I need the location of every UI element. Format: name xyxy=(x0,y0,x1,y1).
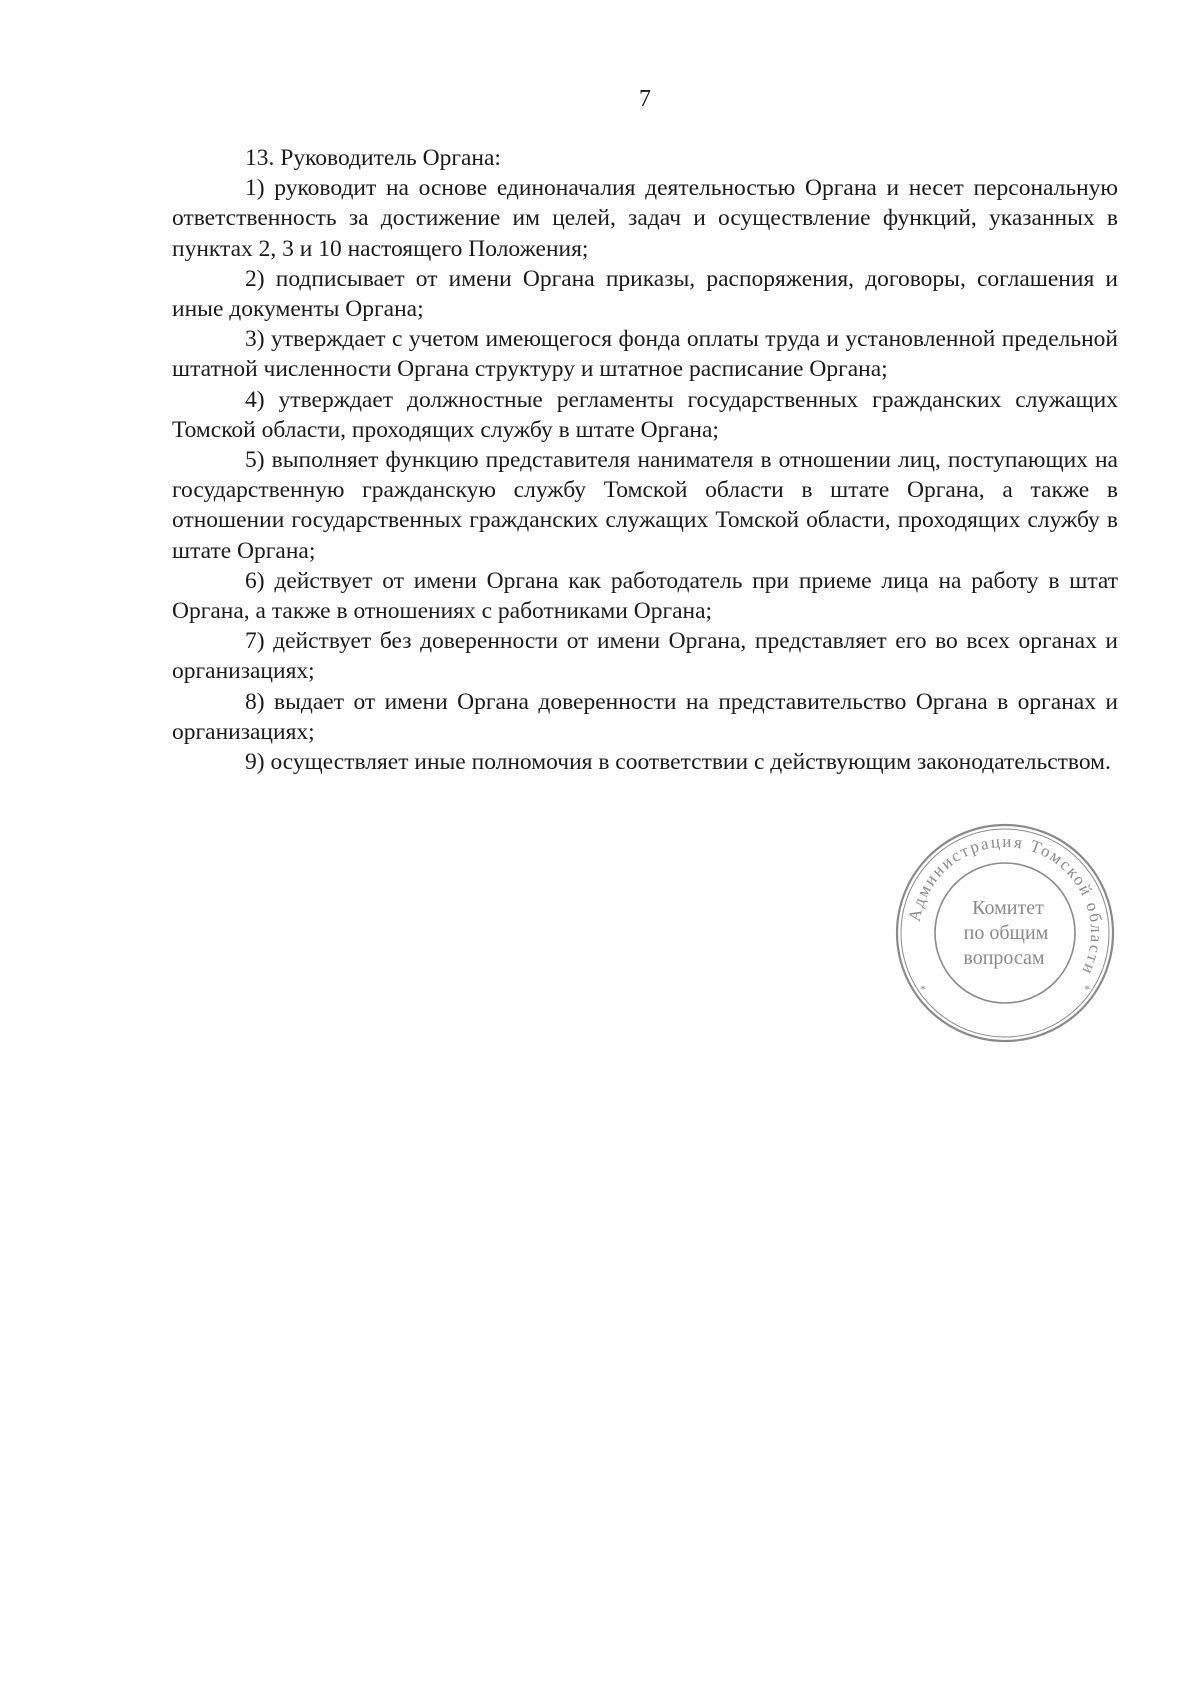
stamp-center-line-3: вопросам xyxy=(963,947,1045,969)
stamp-seal-icon xyxy=(890,818,1120,1048)
stamp-center-line-2: по общим xyxy=(963,922,1049,944)
list-item: 4) утверждает должностные регламенты государственных гражданских служащих Томской области, проходящих службу в штате Органа; xyxy=(172,386,1118,443)
list-item: 3) утверждает с учетом имеющегося фонда оплаты труда и установленной предельной штатной численности Органа структуру и штатное расписание Органа; xyxy=(172,326,1118,383)
official-stamp xyxy=(890,818,1120,1048)
stamp-center-line-1: Комитет xyxy=(972,897,1044,919)
stamp-star-icon: * xyxy=(1084,982,1090,996)
list-item: 9) осуществляет иные полномочия в соответствии с действующим законодательством. xyxy=(245,749,1111,776)
list-item: 5) выполняет функцию представителя нанимателя в отношении лиц, поступающих на государственную гражданскую службу Томской области в штате Органа, а также в отношении государственных гражданских служащих Томской области, проходящих службу в штате Органа; xyxy=(172,447,1118,564)
list-item: 1) руководит на основе единоначалия деятельностью Органа и несет персональную ответственность за достижение им целей, задач и осуществление функций, указанных в пунктах 2, 3 и 10 настоящего Положения; xyxy=(172,175,1118,262)
list-item: 7) действует без доверенности от имени Органа, представляет его во всех органах и организациях; xyxy=(172,628,1118,685)
document-body xyxy=(172,143,1118,777)
list-item: 8) выдает от имени Органа доверенности на представительство Органа в органах и организациях; xyxy=(172,688,1118,745)
list-item: 2) подписывает от имени Органа приказы, распоряжения, договоры, соглашения и иные документы Органа; xyxy=(172,265,1118,323)
stamp-ring-text: Администрация Томской области xyxy=(904,831,1107,979)
section-heading: 13. Руководитель Органа: xyxy=(245,145,501,171)
stamp-star-icon: * xyxy=(920,982,926,996)
list-item: 6) действует от имени Органа как работодатель при приеме лица на работу в штат Органа, а также в отношениях с работниками Органа; xyxy=(172,567,1118,625)
page-number: 7 xyxy=(639,86,651,112)
